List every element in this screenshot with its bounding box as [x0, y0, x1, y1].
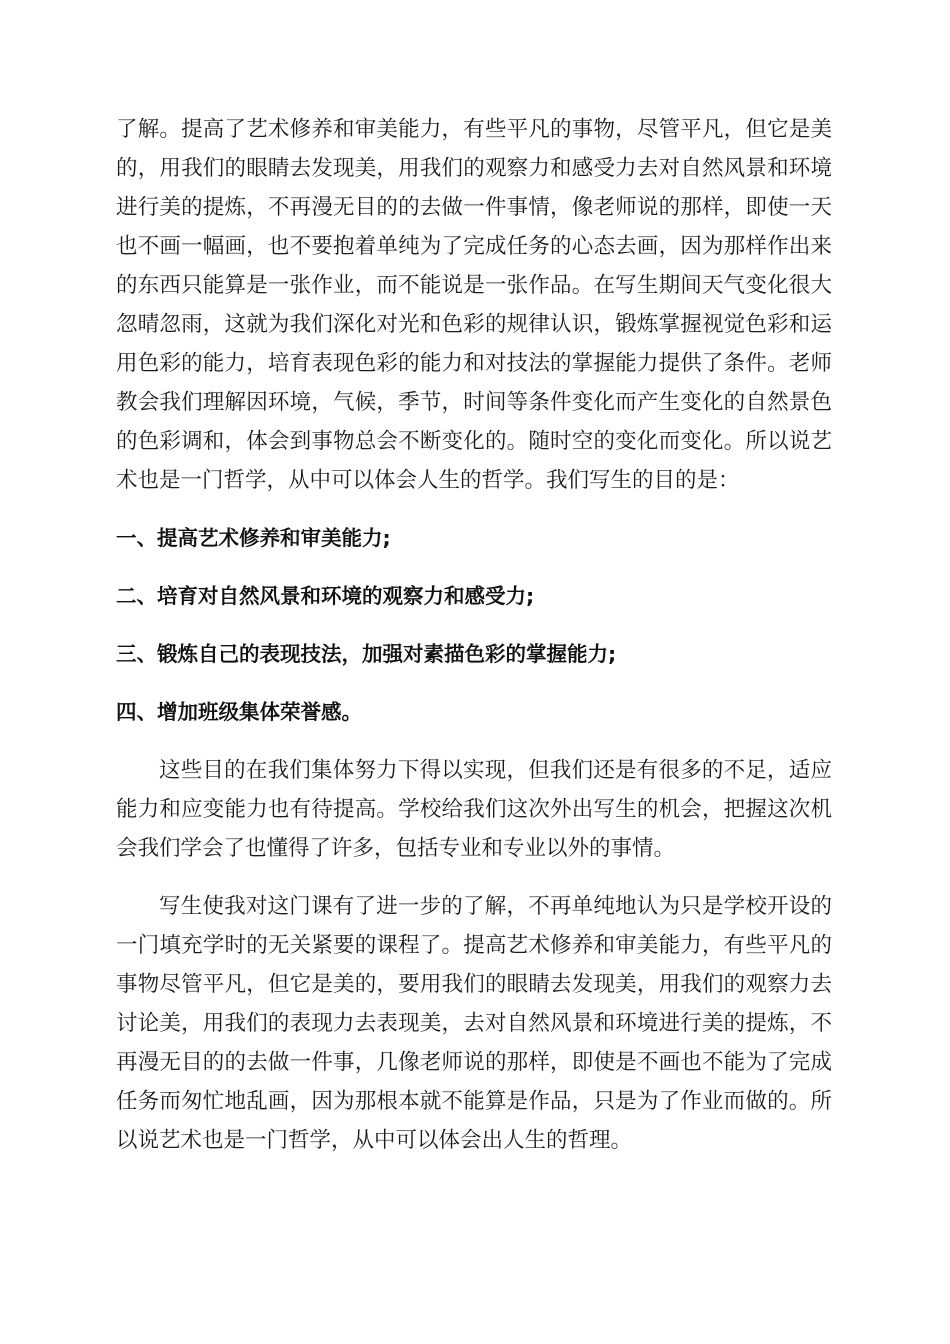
document-body: [116, 110, 832, 1160]
goal-item-4: 四、增加班级集体荣誉感。: [116, 700, 362, 724]
paragraph-results: 这些目的在我们集体努力下得以实现，但我们还是有很多的不足，适应能力和应变能力也有待提高。学校给我们这次外出写生的机会，把握这次机会我们学会了也懂得了许多，包括专业和专业以外的事情。: [116, 758, 832, 861]
goals-list: [116, 519, 832, 732]
goal-item-2: 二、培育对自然风景和环境的观察力和感受力;: [116, 584, 535, 608]
paragraph-continued: 了解。提高了艺术修养和审美能力，有些平凡的事物，尽管平凡，但它是美的，用我们的眼睛去发现美，用我们的观察力和感受力去对自然风景和环境进行美的提炼，不再漫无目的的去做一件事情，像老师说的那样，即使一天也不画一幅画，也不要抱着单纯为了完成任务的心态去画，因为那样作出来的东西只能算是一张作业，而不能说是一张作品。在写生期间天气变化很大忽晴忽雨，这就为我们深化对光和色彩的规律认识，锻炼掌握视觉色彩和运用色彩的能力，培育表现色彩的能力和对技法的掌握能力提供了条件。老师教会我们理解因环境，气候，季节，时间等条件变化而产生变化的自然景色的色彩调和，体会到事物总会不断变化的。随时空的变化而变化。所以说艺术也是一门哲学，从中可以体会人生的哲学。我们写生的目的是：: [116, 117, 832, 493]
paragraph-reflection: 写生使我对这门课有了进一步的了解，不再单纯地认为只是学校开设的一门填充学时的无关紧要的课程了。提高艺术修养和审美能力，有些平凡的事物尽管平凡，但它是美的，要用我们的眼睛去发现美，用我们的观察力去讨论美，用我们的表现力去表现美，去对自然风景和环境进行美的提炼，不再漫无目的的去做一件事，几像老师说的那样，即使是不画也不能为了完成任务而匆忙地乱画，因为那根本就不能算是作品，只是为了作业而做的。所以说艺术也是一门哲学，从中可以体会出人生的哲理。: [116, 894, 832, 1153]
goal-item-1: 一、提高艺术修养和审美能力;: [116, 526, 391, 550]
goal-item-3: 三、锻炼自己的表现技法，加强对素描色彩的掌握能力;: [116, 642, 617, 666]
